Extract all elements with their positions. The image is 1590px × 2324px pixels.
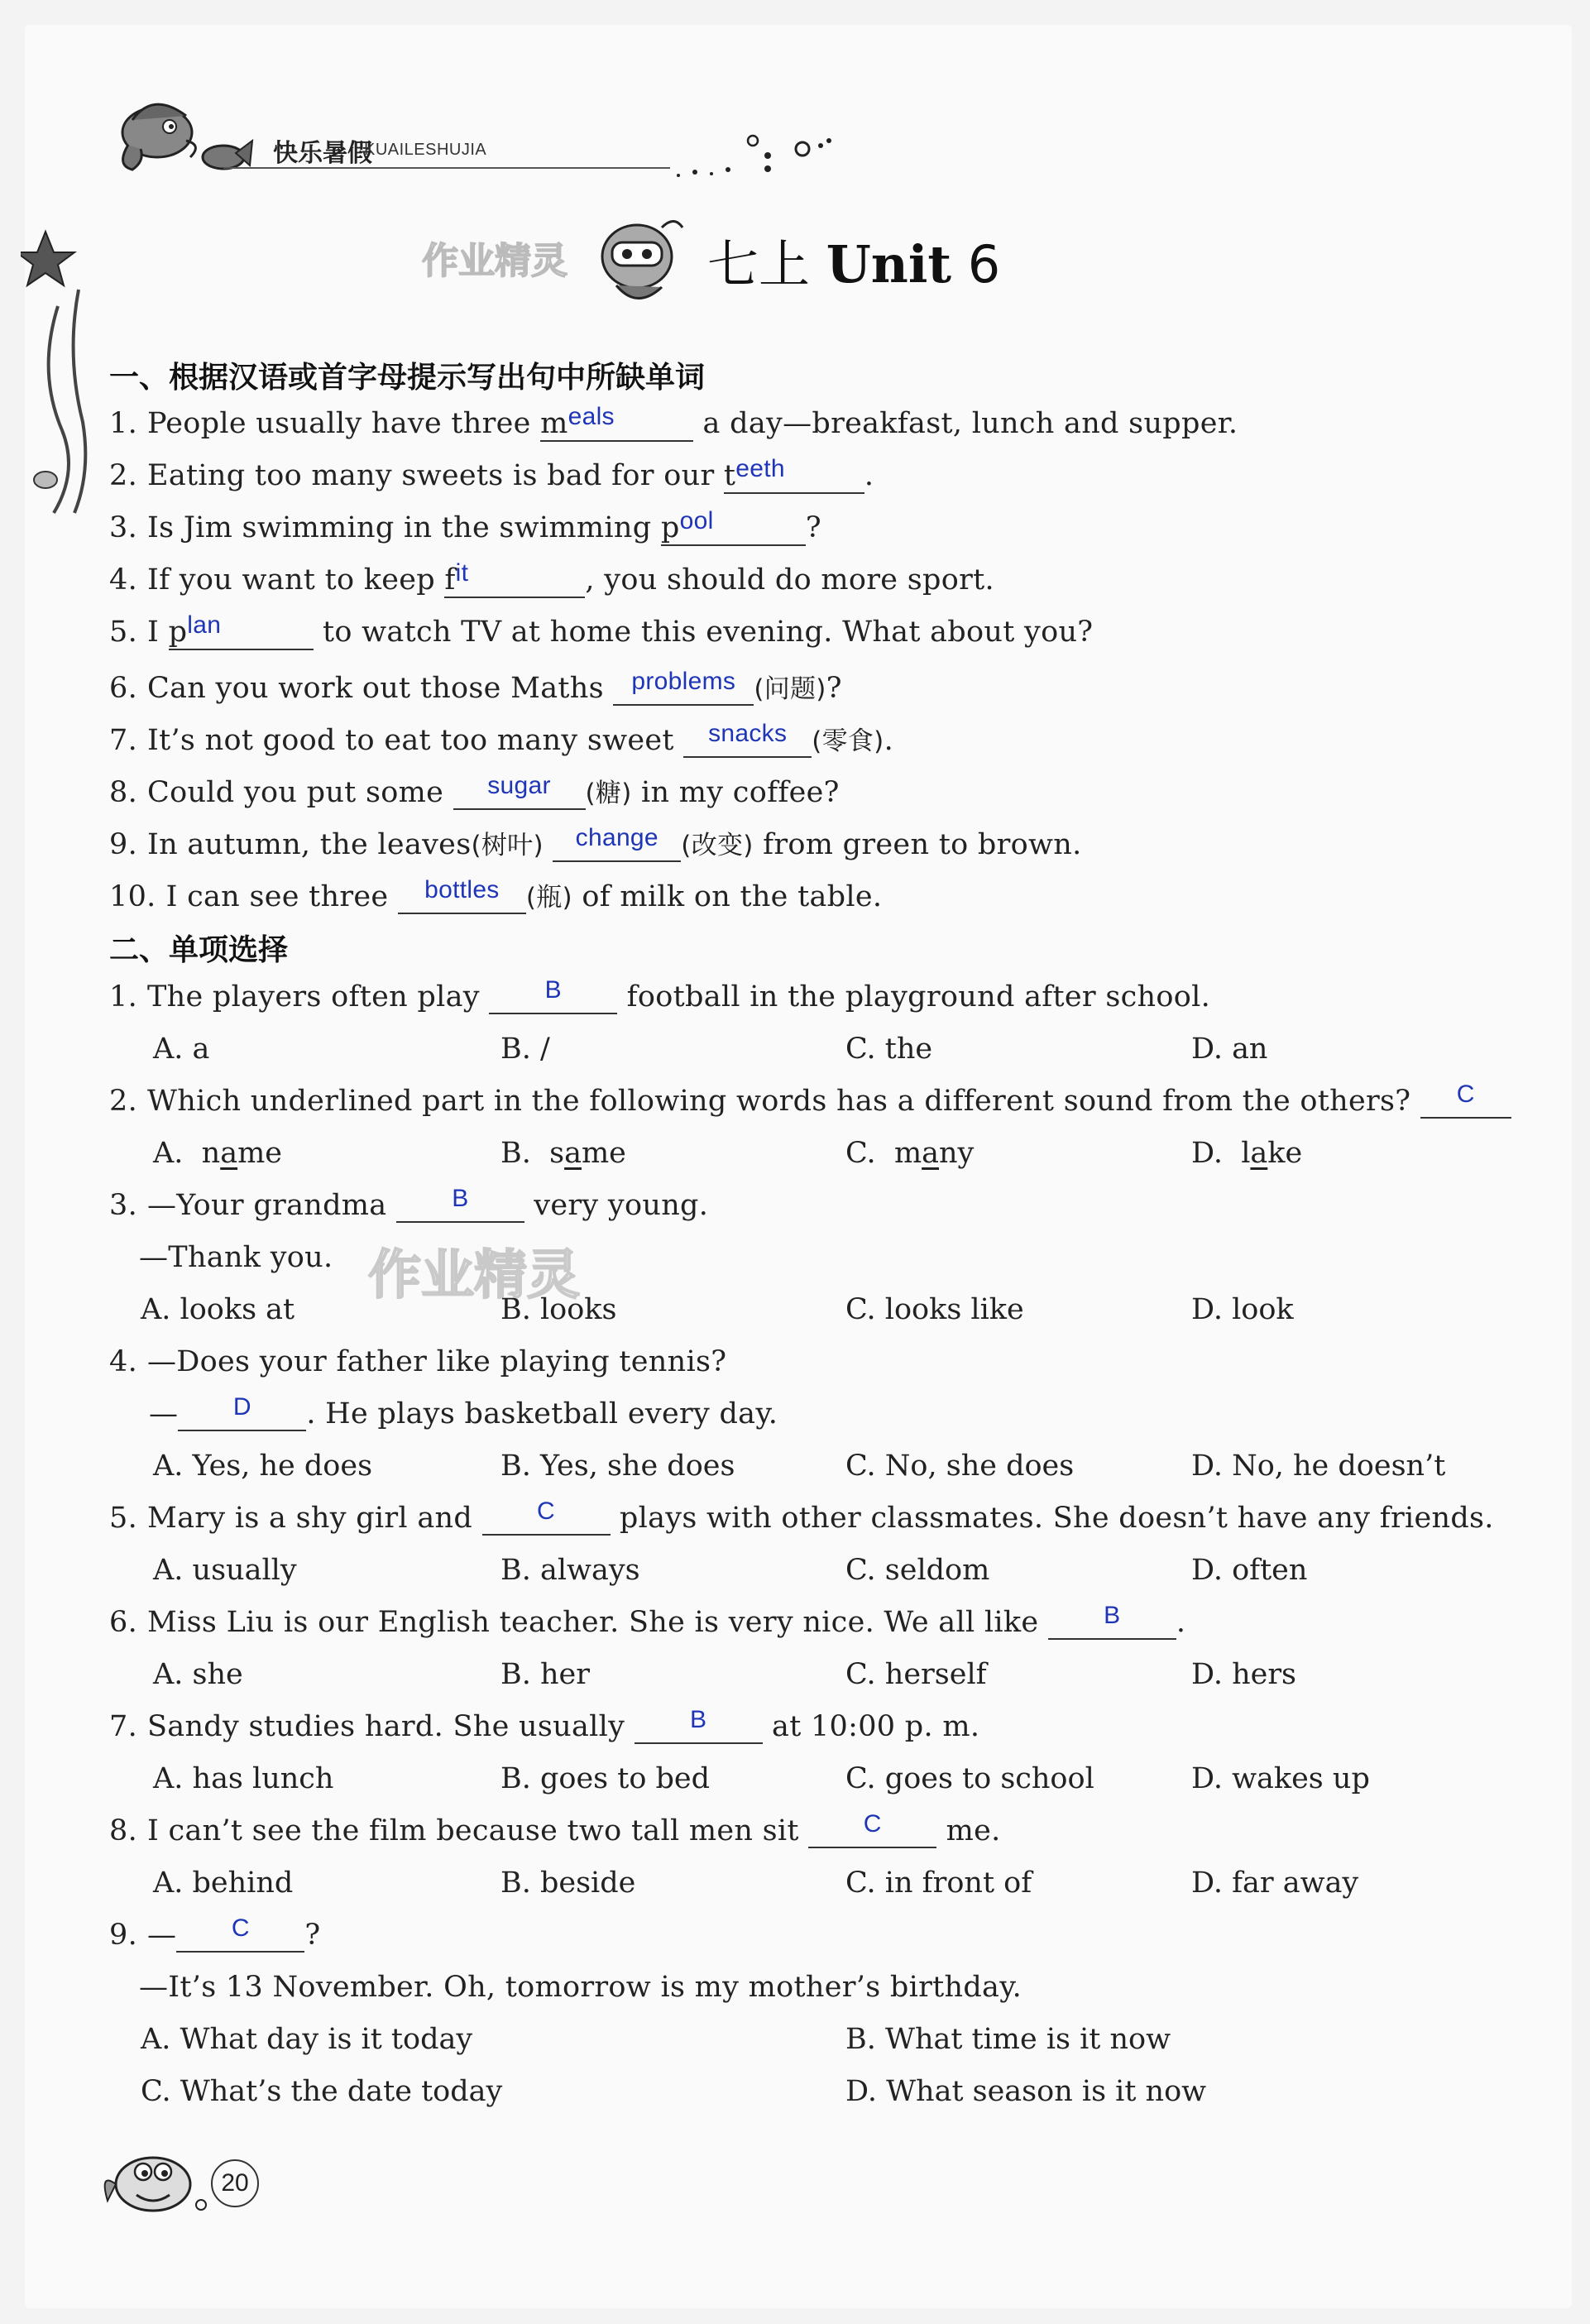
s2-answer-blank[interactable]: D [178,1402,306,1431]
option-a[interactable]: A. behind [153,1866,294,1900]
option-d[interactable]: D. wakes up [1191,1762,1370,1795]
s2-question-3: 3. —Your grandma B very young. [109,1185,709,1222]
option-b[interactable]: B. looks [500,1293,617,1326]
s2-answer-blank[interactable]: C [482,1506,611,1536]
option-c[interactable]: C. the [845,1033,933,1066]
option-a[interactable]: A. has lunch [153,1762,334,1795]
s1-answer-blank[interactable]: meals [540,407,693,442]
s1-question-10: 10. I can see three bottles (瓶) of milk on the table. [109,876,883,913]
s1-answer-blank[interactable]: problems [613,676,754,706]
option-b[interactable]: B. goes to bed [500,1762,711,1795]
s2-answer-blank[interactable]: C [808,1818,936,1848]
s1-question-2: 2. Eating too many sweets is bad for our teeth . [109,455,874,492]
seaweed-starfish-icon [21,223,99,521]
dolphin-mascot-icon [108,87,256,186]
s2-question-4: 4. —Does your father like playing tennis? [109,1345,727,1378]
s2-answer-blank[interactable]: B [489,985,617,1014]
option-d[interactable]: D. hers [1191,1658,1297,1691]
unit-title-block [414,211,1026,319]
s2-answer-blank[interactable]: C [176,1923,304,1953]
option-d[interactable]: D. look [1191,1293,1294,1326]
s2-question-6: 6. Miss Liu is our English teacher. She is very nice. We all like B . [109,1602,1186,1639]
bubbles-decoration-icon [637,124,869,190]
title-prefix: 七上 [707,234,811,295]
option-d[interactable]: D. an [1191,1033,1268,1066]
page-title [707,223,1000,297]
option-a[interactable]: A. usually [153,1554,297,1587]
option-b[interactable]: B. same [500,1137,626,1170]
option-c[interactable]: C. What’s the date today [141,2075,503,2108]
s1-answer-blank[interactable]: snacks [683,728,812,758]
option-d[interactable]: D. lake [1191,1137,1303,1170]
s2-answer-blank[interactable]: B [1048,1610,1176,1640]
option-a[interactable]: A. looks at [141,1293,295,1326]
title-unit-number: 6 [967,234,1001,295]
s1-question-1: 1. People usually have three meals a day—breakfast, lunch and supper. [109,403,1238,440]
section2-heading: 二、单项选择 [109,933,289,967]
watermark-title: 作业精灵 [422,240,568,282]
option-d[interactable]: D. What season is it now [845,2075,1207,2108]
s1-answer-blank[interactable]: pool [661,511,806,546]
option-b[interactable]: B. beside [500,1866,636,1900]
s1-answer-blank[interactable]: sugar [453,780,586,810]
header-rule [223,167,670,169]
s1-question-7: 7. It’s not good to eat too many sweet snacks (零食). [109,720,894,757]
option-b[interactable]: B. Yes, she does [500,1450,735,1483]
s1-answer-blank[interactable]: plan [169,616,314,650]
s1-question-8: 8. Could you put some sugar (糖) in my coffee? [109,772,840,809]
option-c[interactable]: C. No, she does [845,1450,1075,1483]
option-a[interactable]: A. What day is it today [141,2023,473,2056]
option-d[interactable]: D. often [1191,1554,1308,1587]
s2-question-3-reply: —Thank you. [139,1241,333,1274]
s2-question-8: 8. I can’t see the film because two tall men sit C me. [109,1810,1001,1847]
diver-mascot-icon [414,211,687,319]
option-d[interactable]: D. far away [1191,1866,1359,1900]
s1-question-6: 6. Can you work out those Maths problems (问题)? [109,668,842,705]
option-b[interactable]: B. / [500,1033,550,1066]
s1-question-5: 5. I plan to watch TV at home this evening. What about you? [109,611,1094,649]
s2-question-9-reply: —It’s 13 November. Oh, tomorrow is my mother’s birthday. [139,1971,1022,2004]
option-b[interactable]: B. What time is it now [845,2023,1171,2056]
option-a[interactable]: A. a [153,1033,210,1066]
s1-answer-blank[interactable]: fit [444,563,585,598]
option-b[interactable]: B. her [500,1658,590,1691]
s2-answer-blank[interactable]: C [1420,1089,1511,1119]
s1-answer-blank[interactable]: change [553,832,681,862]
option-c[interactable]: C. in front of [845,1866,1032,1900]
s2-answer-blank[interactable]: B [635,1714,763,1744]
s2-question-7: 7. Sandy studies hard. She usually B at 10:00 p. m. [109,1706,980,1743]
s2-answer-blank[interactable]: B [396,1193,524,1223]
page-number: 20 [211,2159,259,2207]
page-header [99,83,761,182]
s1-answer-blank[interactable]: bottles [398,884,526,914]
watermark-center: 作业精灵 [368,1245,580,1306]
s1-question-3: 3. Is Jim swimming in the swimming pool ? [109,507,821,544]
option-b[interactable]: B. always [500,1554,640,1587]
option-c[interactable]: C. many [845,1137,975,1170]
option-c[interactable]: C. looks like [845,1293,1024,1326]
s2-question-5: 5. Mary is a shy girl and C plays with other classmates. She doesn’t have any friends. [109,1497,1494,1535]
option-c[interactable]: C. goes to school [845,1762,1094,1795]
option-a[interactable]: A. she [153,1658,243,1691]
s2-question-1: 1. The players often play B football in the playground after school. [109,976,1210,1013]
option-c[interactable]: C. seldom [845,1554,990,1587]
s2-question-4-reply: — D . He plays basketball every day. [149,1393,778,1430]
s2-question-9: 9. — C ? [109,1914,321,1952]
s1-answer-blank[interactable]: teeth [724,459,864,494]
s2-question-2: 2. Which underlined part in the following words has a different sound from the others? C [109,1085,1511,1119]
brand-subtitle: KUAILESHUJIA [364,141,487,159]
s1-question-9: 9. In autumn, the leaves(树叶) change (改变) from green to brown. [109,824,1082,861]
option-c[interactable]: C. herself [845,1658,987,1691]
title-unit-word: Unit [826,234,952,295]
option-a[interactable]: A. name [153,1137,282,1170]
brand-title: 快乐暑假 [273,139,372,168]
s1-question-4: 4. If you want to keep fit , you should do more sport. [109,559,994,597]
option-d[interactable]: D. No, he doesn’t [1191,1450,1446,1483]
section1-heading: 一、根据汉语或首字母提示写出句中所缺单词 [109,361,706,395]
fish-mascot-icon [103,2139,294,2230]
option-a[interactable]: A. Yes, he does [153,1450,373,1483]
